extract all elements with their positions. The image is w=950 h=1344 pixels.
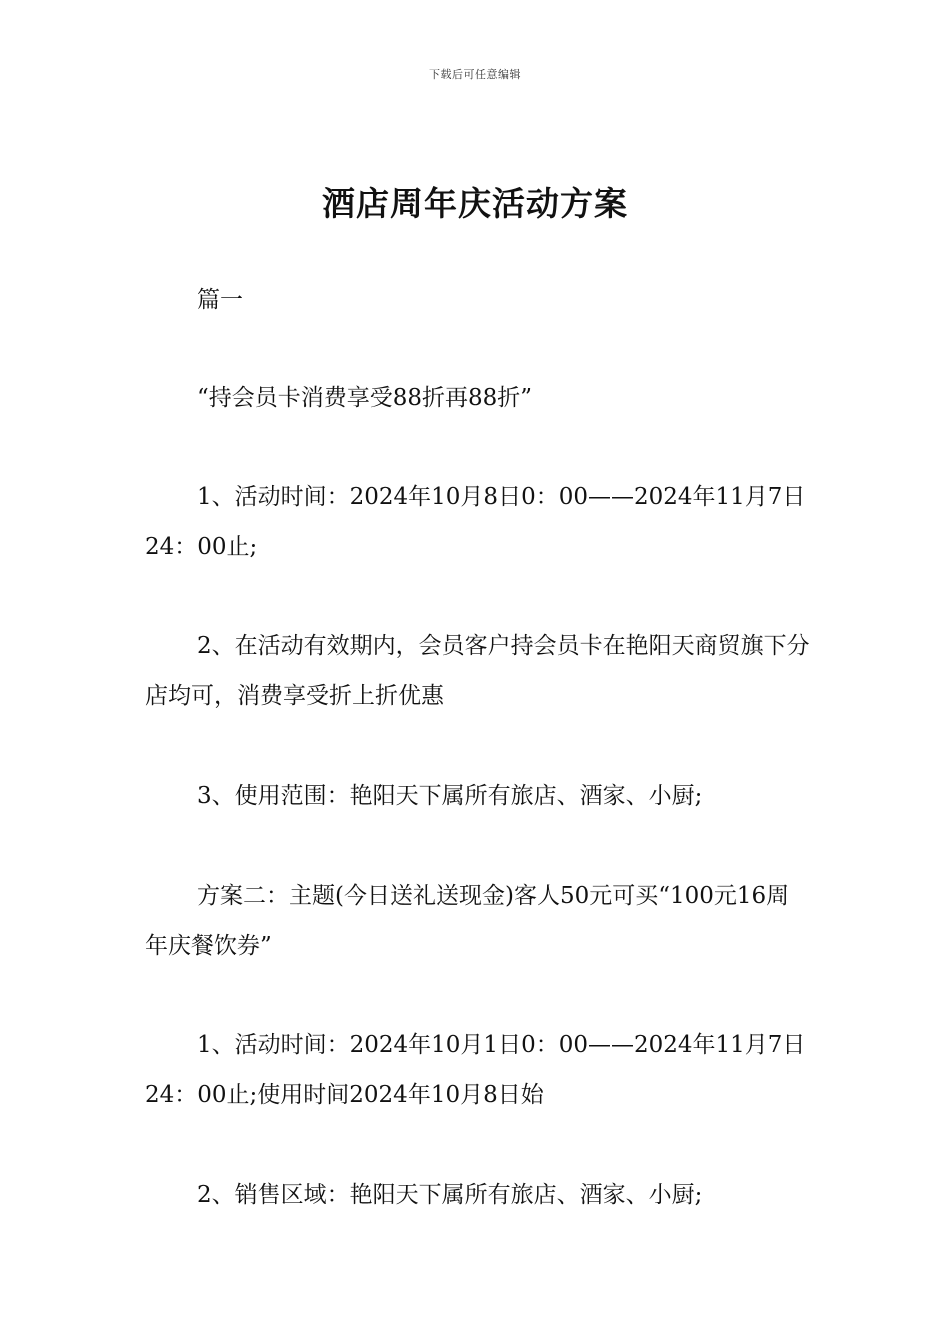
header-note: 下载后可任意编辑: [429, 68, 521, 81]
paragraph-sales-area: 2、销售区域：艳阳天下属所有旅店、酒家、小厨;: [197, 1182, 703, 1208]
paragraph-activity-time-1: 1、活动时间：2024年10月8日0：00——2024年11月7日24：00止;: [145, 484, 806, 560]
paragraph-validity: 2、在活动有效期内，会员客户持会员卡在艳阳天商贸旗下分店均可，消费享受折上折优惠: [145, 633, 810, 709]
document-title: 酒店周年庆活动方案: [322, 184, 628, 223]
paragraph-activity-time-2: 1、活动时间：2024年10月1日0：00——2024年11月7日24：00止;使用时间2024年10月8日始: [145, 1032, 806, 1108]
paragraph-slogan: “持会员卡消费享受88折再88折”: [197, 385, 533, 411]
paragraph-scope: 3、使用范围：艳阳天下属所有旅店、酒家、小厨;: [197, 783, 703, 809]
paragraph-section-label: 篇一: [197, 287, 243, 313]
paragraph-plan-two: 方案二：主题(今日送礼送现金)客人50元可买“100元16周年庆餐饮券”: [145, 883, 790, 959]
